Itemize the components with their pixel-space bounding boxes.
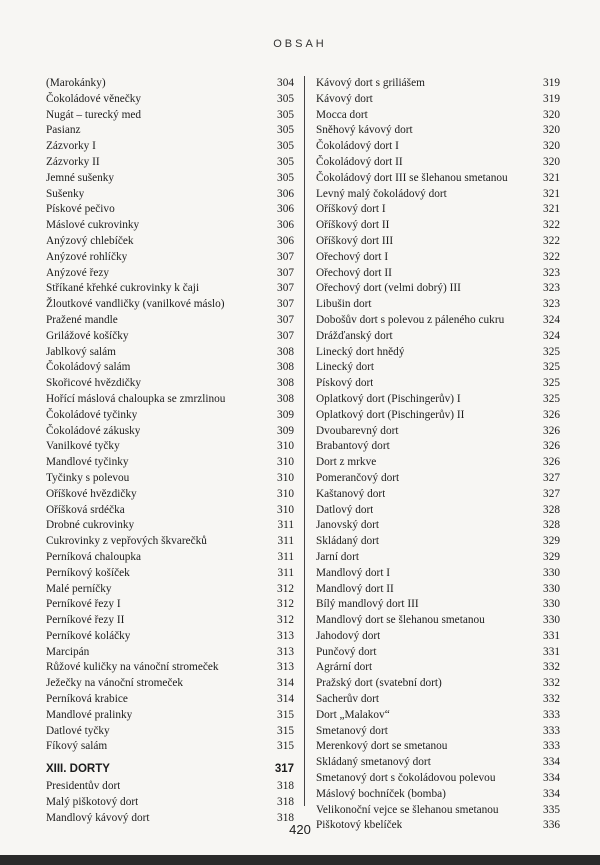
entry-title: Sacherův dort [316,693,380,706]
toc-entry [46,139,294,155]
entry-page-number: 308 [277,361,294,374]
entry-title: Perníkový košíček [46,566,130,579]
entry-page-number: 325 [543,392,560,405]
entry-title: Smetanový dort s čokoládovou polevou [316,772,496,785]
toc-entry [46,202,294,218]
entry-title: Stříkané křehké cukrovinky k čaji [46,282,200,295]
entry-title: Žloutkové vandličky (vanilkové máslo) [46,298,225,311]
toc-entry [46,455,294,471]
entry-title: Máslové cukrovinky [46,219,140,232]
section-heading [46,761,294,778]
entry-title: Datlový dort [316,503,374,516]
entry-page-number: 306 [277,187,294,200]
toc-entry [46,250,294,266]
entry-title: Čokoládové zákusky [46,424,141,437]
entry-title: Anýzové rohlíčky [46,250,128,263]
toc-entry [316,739,560,755]
toc-entry [46,739,294,755]
toc-entry [316,755,560,771]
toc-entry [316,645,560,661]
toc-entry [46,582,294,598]
toc-entry [316,534,560,550]
entry-page-number: 305 [277,92,294,105]
toc-entry [46,376,294,392]
entry-title: Oříškový dort II [316,219,390,232]
toc-entry [46,471,294,487]
entry-title: Mandlový dort se šlehanou smetanou [316,614,485,627]
entry-title: Grilážové košíčky [46,329,129,342]
entry-title: Oříškové hvězdičky [46,487,137,500]
entry-title: Pražené mandle [46,313,118,326]
column-divider [304,76,305,806]
toc-entry [46,597,294,613]
toc-entry [46,645,294,661]
toc-entry [46,779,294,795]
toc-entry [316,518,560,534]
toc-entry [46,345,294,361]
toc-entry [46,76,294,92]
toc-entry [46,518,294,534]
entry-title: Jahodový dort [316,629,381,642]
entry-page-number: 310 [277,471,294,484]
entry-title: Skládaný smetanový dort [316,756,431,769]
entry-page-number: 306 [277,234,294,247]
entry-page-number: 310 [277,503,294,516]
toc-entry [316,123,560,139]
entry-title: Čokoládový dort III se šlehanou smetanou [316,171,508,184]
entry-page-number: 331 [543,645,560,658]
entry-title: Ořechový dort I [316,250,389,263]
entry-page-number: 325 [543,377,560,390]
entry-page-number: 327 [543,471,560,484]
entry-title: Jarní dort [316,550,359,563]
entry-title: Dort z mrkve [316,456,377,469]
entry-page-number: 326 [543,440,560,453]
toc-entry [46,629,294,645]
entry-page-number: 325 [543,361,560,374]
entry-title: Tyčinky s polevou [46,471,130,484]
toc-entry [316,803,560,819]
toc-entry [316,708,560,724]
entry-page-number: 322 [543,250,560,263]
entry-page-number: 330 [543,582,560,595]
toc-entry [46,566,294,582]
toc-entry [46,503,294,519]
entry-title: Drobné cukrovinky [46,519,135,532]
entry-title: Čokoládové tyčinky [46,408,138,421]
entry-title: Anýzové řezy [46,266,110,279]
toc-entry [46,795,294,811]
entry-title: Perníkové koláčky [46,629,131,642]
entry-page-number: 326 [543,408,560,421]
entry-title: Mandlový dort I [316,566,391,579]
entry-page-number: 320 [543,124,560,137]
entry-page-number: 307 [277,282,294,295]
entry-title: Mandlový kávový dort [46,811,150,824]
entry-page-number: 323 [543,298,560,311]
entry-page-number: 314 [277,693,294,706]
page-number: 420 [289,822,311,837]
entry-page-number: 334 [543,772,560,785]
entry-title: Pískový dort [316,377,374,390]
entry-page-number: 318 [277,796,294,809]
entry-page-number: 323 [543,282,560,295]
entry-page-number: 326 [543,424,560,437]
entry-title: Jablkový salám [46,345,116,358]
entry-page-number: 319 [543,92,560,105]
entry-title: Nugát – turecký med [46,108,142,121]
entry-title: Oplatkový dort (Pischingerův) I [316,392,461,405]
entry-page-number: 330 [543,598,560,611]
entry-page-number: 334 [543,756,560,769]
entry-title: Bílý mandlový dort III [316,598,419,611]
entry-title: Fíkový salám [46,740,108,753]
entry-page-number: 322 [543,219,560,232]
toc-entry [316,155,560,171]
toc-entry [46,360,294,376]
entry-title: Perníkové řezy II [46,614,125,627]
entry-title: Kávový dort [316,92,373,105]
entry-title: Piškotový kbelíček [316,819,403,832]
toc-entry [316,787,560,803]
entry-page-number: 312 [277,582,294,595]
entry-page-number: 307 [277,266,294,279]
toc-entry [316,313,560,329]
entry-page-number: 333 [543,740,560,753]
entry-title: Pískové pečivo [46,203,115,216]
toc-entry [316,724,560,740]
entry-page-number: 310 [277,440,294,453]
entry-title: Malé perníčky [46,582,112,595]
toc-entry [46,424,294,440]
page-title: OBSAH [273,38,327,50]
entry-page-number: 308 [277,377,294,390]
entry-title: Růžové kuličky na vánoční stromeček [46,661,219,674]
entry-title: Mandlové pralinky [46,708,133,721]
toc-entry [316,771,560,787]
entry-page-number: 326 [543,456,560,469]
toc-entry [46,313,294,329]
entry-page-number: 308 [277,392,294,405]
toc-entry [316,329,560,345]
toc-right-column [316,76,560,834]
entry-page-number: 307 [277,329,294,342]
entry-page-number: 305 [277,108,294,121]
entry-page-number: 336 [543,819,560,832]
entry-page-number: 306 [277,219,294,232]
entry-title: Mandlový dort II [316,582,394,595]
entry-page-number: 329 [543,550,560,563]
entry-page-number: 307 [277,313,294,326]
entry-page-number: 324 [543,329,560,342]
entry-title: Čokoládový dort II [316,155,403,168]
entry-page-number: 311 [277,519,294,532]
entry-title: Zázvorky II [46,155,100,168]
toc-entry [316,297,560,313]
entry-page-number: 313 [277,661,294,674]
toc-entry [46,108,294,124]
scan-edge [0,855,600,865]
entry-page-number: 312 [277,598,294,611]
toc-entry [46,692,294,708]
entry-page-number: 314 [277,677,294,690]
entry-title: Čokoládový dort I [316,140,399,153]
entry-page-number: 324 [543,313,560,326]
toc-entry [46,155,294,171]
entry-title: Smetanový dort [316,724,388,737]
toc-entry [46,171,294,187]
toc-entry [316,187,560,203]
entry-page-number: 333 [543,708,560,721]
toc-entry [316,550,560,566]
toc-entry [316,202,560,218]
entry-page-number: 331 [543,629,560,642]
entry-title: Oříškový dort III [316,234,394,247]
toc-entry [316,281,560,297]
toc-entry [46,487,294,503]
entry-page-number: 310 [277,487,294,500]
entry-page-number: 305 [277,124,294,137]
toc-entry [46,218,294,234]
entry-title: Jemné sušenky [46,171,115,184]
toc-entry [46,123,294,139]
toc-entry [316,392,560,408]
entry-page-number: 309 [277,408,294,421]
entry-page-number: 315 [277,740,294,753]
entry-title: (Marokánky) [46,77,106,89]
toc-entry [46,297,294,313]
toc-left-column [46,76,294,827]
entry-title: Ježečky na vánoční stromeček [46,677,184,690]
entry-title: Mandlové tyčinky [46,456,129,469]
toc-entry [46,550,294,566]
entry-page-number: 323 [543,266,560,279]
entry-page-number: 321 [543,171,560,184]
toc-entry [46,613,294,629]
entry-page-number: 319 [543,77,560,89]
toc-entry [316,676,560,692]
entry-title: Drážďanský dort [316,329,393,342]
entry-page-number: 310 [277,456,294,469]
entry-page-number: 321 [543,187,560,200]
entry-title: Merenkový dort se smetanou [316,740,448,753]
entry-page-number: 320 [543,140,560,153]
toc-entry [316,234,560,250]
toc-entry [46,676,294,692]
entry-title: Pasianz [46,124,81,137]
entry-title: Skládaný dort [316,535,380,548]
entry-title: Perníkové řezy I [46,598,121,611]
entry-title: Datlové tyčky [46,724,110,737]
toc-entry [316,139,560,155]
entry-page-number: 330 [543,614,560,627]
toc-entry [316,218,560,234]
entry-title: Hořící máslová chaloupka se zmrzlinou [46,392,226,405]
entry-page-number: 315 [277,708,294,721]
toc-entry [316,408,560,424]
entry-title: Vanilkové tyčky [46,440,120,453]
entry-title: Dobošův dort s polevou z páleného cukru [316,313,505,326]
entry-title: Oříšková srdéčka [46,503,125,516]
entry-page-number: 332 [543,661,560,674]
entry-title: Zázvorky I [46,140,96,153]
entry-title: Ořechový dort (velmi dobrý) III [316,282,461,295]
toc-entry [316,76,560,92]
entry-title: Presidentův dort [46,780,121,793]
entry-page-number: 313 [277,645,294,658]
entry-title: Kaštanový dort [316,487,386,500]
entry-page-number: 315 [277,724,294,737]
toc-entry [46,392,294,408]
toc-entry [316,487,560,503]
entry-page-number: 311 [277,535,294,548]
entry-page-number: 335 [543,803,560,816]
entry-page-number: 320 [543,108,560,121]
entry-title: Kávový dort s griliášem [316,77,425,89]
entry-page-number: 305 [277,140,294,153]
entry-title: Pomerančový dort [316,471,400,484]
entry-page-number: 305 [277,171,294,184]
entry-page-number: 317 [274,763,294,776]
toc-entry [316,582,560,598]
entry-title: Linecký dort hnědý [316,345,405,358]
toc-entry [316,613,560,629]
toc-entry [46,724,294,740]
entry-title: Skořicové hvězdičky [46,377,142,390]
entry-title: Čokoládový salám [46,361,131,374]
toc-entry [316,503,560,519]
entry-page-number: 329 [543,535,560,548]
toc-entry [316,345,560,361]
toc-entry [316,266,560,282]
entry-title: Malý piškotový dort [46,796,139,809]
entry-title: Sušenky [46,187,85,200]
entry-page-number: 322 [543,234,560,247]
toc-entry [316,360,560,376]
toc-entry [46,281,294,297]
entry-title: Dort „Malakov“ [316,708,390,721]
entry-title: Čokoládové věnečky [46,92,142,105]
entry-title: Oříškový dort I [316,203,386,216]
toc-entry [46,534,294,550]
entry-title: Levný malý čokoládový dort [316,187,447,200]
entry-page-number: 304 [277,77,294,89]
entry-title: Punčový dort [316,645,377,658]
entry-page-number: 328 [543,503,560,516]
entry-title: Linecký dort [316,361,375,374]
toc-entry [316,250,560,266]
entry-page-number: 311 [277,566,294,579]
toc-entry [316,171,560,187]
toc-entry [316,471,560,487]
toc-entry [316,439,560,455]
toc-entry [46,660,294,676]
entry-title: Máslový bochníček (bomba) [316,787,446,800]
toc-entry [46,92,294,108]
toc-entry [316,692,560,708]
entry-page-number: 312 [277,614,294,627]
entry-title: Ořechový dort II [316,266,392,279]
entry-page-number: 309 [277,424,294,437]
toc-entry [46,439,294,455]
entry-page-number: 332 [543,677,560,690]
entry-page-number: 332 [543,693,560,706]
entry-page-number: 333 [543,724,560,737]
toc-entry [46,329,294,345]
entry-title: Libušin dort [316,298,372,311]
entry-title: Perníková chaloupka [46,550,142,563]
entry-title: Velikonoční vejce se šlehanou smetanou [316,803,499,816]
toc-entry [46,708,294,724]
entry-page-number: 325 [543,345,560,358]
toc-entry [316,455,560,471]
toc-entry [316,597,560,613]
entry-title: Cukrovinky z vepřových škvarečků [46,535,207,548]
entry-page-number: 328 [543,519,560,532]
entry-title: Brabantový dort [316,440,390,453]
entry-page-number: 307 [277,250,294,263]
entry-page-number: 334 [543,787,560,800]
toc-entry [316,108,560,124]
toc-entry [316,566,560,582]
entry-page-number: 306 [277,203,294,216]
entry-page-number: 313 [277,629,294,642]
toc-entry [316,376,560,392]
entry-title: Marcipán [46,645,90,658]
entry-page-number: 311 [277,550,294,563]
entry-title: XIII. DORTY [46,763,110,776]
entry-title: Oplatkový dort (Pischingerův) II [316,408,465,421]
toc-entry [46,266,294,282]
entry-page-number: 307 [277,298,294,311]
entry-title: Sněhový kávový dort [316,124,413,137]
entry-page-number: 320 [543,155,560,168]
entry-title: Mocca dort [316,108,368,121]
toc-entry [46,187,294,203]
entry-page-number: 318 [277,811,294,824]
entry-page-number: 327 [543,487,560,500]
entry-title: Dvoubarevný dort [316,424,399,437]
entry-title: Perníková krabice [46,693,128,706]
entry-page-number: 318 [277,780,294,793]
entry-title: Agrární dort [316,661,373,674]
entry-page-number: 321 [543,203,560,216]
entry-title: Anýzový chlebíček [46,234,134,247]
toc-entry [316,660,560,676]
toc-entry [316,424,560,440]
entry-title: Pražský dort (svatební dort) [316,677,442,690]
toc-entry [316,629,560,645]
entry-page-number: 305 [277,155,294,168]
toc-entry [316,92,560,108]
entry-page-number: 330 [543,566,560,579]
toc-entry [46,408,294,424]
entry-title: Janovský dort [316,519,380,532]
entry-page-number: 308 [277,345,294,358]
toc-entry [46,234,294,250]
